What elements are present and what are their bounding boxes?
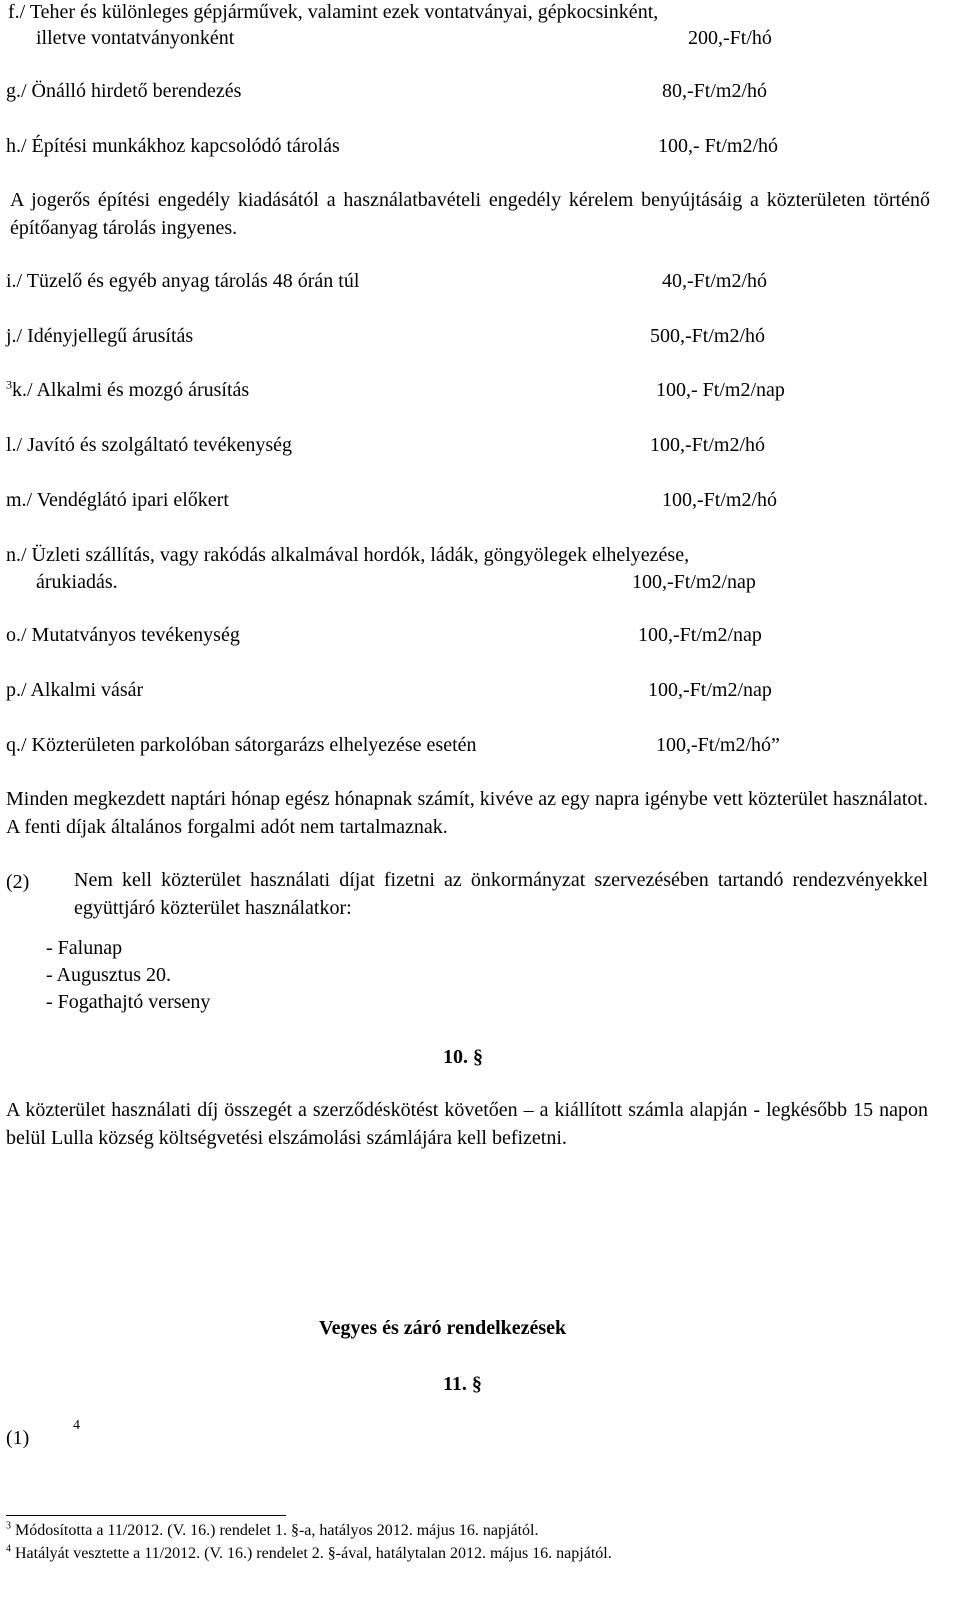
item-h-rate: 100,- Ft/m2/hó <box>658 135 779 157</box>
item-i-rate: 40,-Ft/m2/hó <box>662 270 768 292</box>
event-item: - Fogathajtó verseny <box>46 991 211 1013</box>
item-k-rate: 100,- Ft/m2/nap <box>656 379 785 401</box>
item-o-rate: 100,-Ft/m2/nap <box>638 624 762 646</box>
section-11-heading: 11. § <box>443 1373 482 1395</box>
item-l-rate: 100,-Ft/m2/hó <box>650 434 766 456</box>
item-q-label: q./ Közterületen parkolóban sátorgarázs elhelyezése esetén <box>6 734 477 756</box>
item-p-label: p./ Alkalmi vásár <box>6 679 144 701</box>
event-item: - Augusztus 20. <box>46 964 171 986</box>
para-2-text: Nem kell közterület használati díjat fizetni az önkormányzat szervezésében tartandó rendezvényekkel együttjáró közterület használatkor: <box>74 869 928 919</box>
footnote-number: 4 <box>6 1543 11 1555</box>
footnote-text: Hatályát vesztette a 11/2012. (V. 16.) rendelet 2. §-ával, hatálytalan 2012. május 16. napjától. <box>11 1545 612 1562</box>
section-10-text: A közterület használati díj összegét a szerződéskötést követően – a kiállított számla alapján - legkésőbb 15 napon belül Lulla község költségvetési elszámolási számlájára kell befizetni. <box>6 1099 928 1149</box>
item-j-label: j./ Idényjellegű árusítás <box>6 325 194 347</box>
item-k <box>6 377 250 401</box>
item-f-label-line2: illetve vontatványonként <box>36 27 235 49</box>
footnote-ref-4[interactable]: 4 <box>73 1418 80 1433</box>
item-p-rate: 100,-Ft/m2/nap <box>648 679 772 701</box>
item-h-note: A jogerős építési engedély kiadásától a használatbavételi engedély kérelem benyújtásáig a közterületen történő építőanyag tárolás ingyenes. <box>10 189 930 239</box>
item-g-label: g./ Önálló hirdető berendezés <box>6 80 242 102</box>
item-l-label: l./ Javító és szolgáltató tevékenység <box>6 434 293 456</box>
item-n-label-line2: árukiadás. <box>36 571 118 593</box>
item-m-rate: 100,-Ft/m2/hó <box>662 489 778 511</box>
item-g-rate: 80,-Ft/m2/hó <box>662 80 768 102</box>
item-q-rate: 100,-Ft/m2/hó” <box>656 734 780 756</box>
item-n-rate: 100,-Ft/m2/nap <box>632 571 756 593</box>
event-item: - Falunap <box>46 937 123 959</box>
chapter-title: Vegyes és záró rendelkezések <box>319 1317 567 1339</box>
item-h-label: h./ Építési munkákhoz kapcsolódó tárolás <box>6 135 340 157</box>
item-o-label: o./ Mutatványos tevékenység <box>6 624 240 646</box>
item-m-label: m./ Vendéglátó ipari előkert <box>6 489 229 511</box>
footnote-3 <box>6 1522 538 1540</box>
footnote-separator <box>6 1515 286 1516</box>
item-j-rate: 500,-Ft/m2/hó <box>650 325 766 347</box>
item-n-label-line1: n./ Üzleti szállítás, vagy rakódás alkalmával hordók, ládák, göngyölegek elhelyezése, <box>6 544 690 566</box>
footnote-text: Módosította a 11/2012. (V. 16.) rendelet 1. §-a, hatályos 2012. május 16. napjától. <box>11 1522 539 1539</box>
footnote-number: 3 <box>6 1520 11 1532</box>
section-11-para-1-number: (1) <box>6 1427 30 1449</box>
para-2-number: (2) <box>6 871 30 893</box>
item-f-label-line1: f./ Teher és különleges gépjárművek, valamint ezek vontatványai, gépkocsinként, <box>8 1 659 23</box>
item-f-rate: 200,-Ft/hó <box>688 27 772 49</box>
item-k-label: k./ Alkalmi és mozgó árusítás <box>12 379 250 401</box>
section-10-heading: 10. § <box>443 1046 483 1068</box>
item-i-label: i./ Tüzelő és egyéb anyag tárolás 48 órán túl <box>6 270 360 292</box>
footnote-4 <box>6 1545 612 1563</box>
general-note: Minden megkezdett naptári hónap egész hónapnak számít, kivéve az egy napra igénybe vett közterület használatot. A fenti díjak általános forgalmi adót nem tartalmaznak. <box>6 788 928 838</box>
footnote-ref-3[interactable]: 3 <box>6 377 12 392</box>
